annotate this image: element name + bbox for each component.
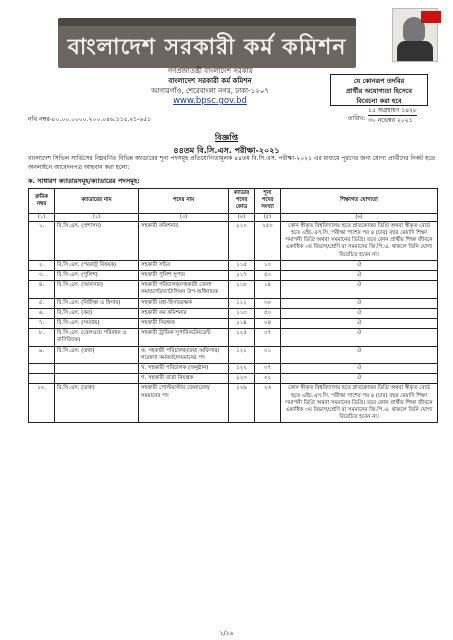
colnum: (১) [29, 213, 55, 221]
page-number: ১/১৬ [219, 630, 234, 637]
serial-cell: ৯. [29, 346, 55, 363]
serial-cell: ৮. [29, 329, 55, 346]
banner [58, 18, 356, 68]
code-cell: ১২২ [229, 364, 255, 374]
portrait-image [392, 8, 438, 62]
vacancy-cell: ১৪ [255, 281, 281, 298]
serial-cell: ৩. [29, 271, 55, 281]
header-line1: গণপ্রজাতন্ত্রী বাংলাদেশ সরকার [167, 67, 253, 75]
post-cell: গ. সহকারী বার্তা নিয়ন্ত্রক [139, 374, 229, 384]
cadre-cell: বি.সি.এস. (ডাক) [55, 384, 139, 423]
education-cell: ঐ [281, 319, 438, 329]
colnum: (৪) [229, 213, 255, 221]
post-cell: ক. সহকারী পরিচালক/তথ্য অফিসার/গবেষণা কর্মকর্তা/সমমানের পদ [139, 346, 229, 363]
education-cell: ঐ [281, 308, 438, 318]
code-cell: ১১৫ [229, 260, 255, 270]
notice-line1: যে কোনরূপ তদবির [353, 77, 405, 85]
serial-cell: ১০. [29, 384, 55, 423]
date-english: ৩০ নভেম্বর ২০২১ [368, 117, 413, 124]
header-vacancy: শূন্য পদের সংখ্যা [255, 189, 281, 214]
vacancy-cell: ৫০ [255, 271, 281, 281]
education-cell: ঐ [281, 346, 438, 363]
code-cell: ১১২ [229, 298, 255, 308]
education-cell: কোন স্বীকৃত বিশ্ববিদ্যালয় হতে স্নাতকোত্তর ডিগ্রি অথবা স্বীকৃত বোর্ড হতে এইচ.এস.সি. পরীক্ষা পাশের পর ৪ (চার) বছর মেয়াদি শিক্ষা সমাপনী ডিগ্রি অথবা সমমানের ডিগ্রি। তবে কোন প্রার্থীর শিক্ষা জীবনে একাধিক ৩য় বিভাগ/শ্রেণি বা সমমানের জি.পি.এ. থাকলে তিনি যোগ্য বিবেচিত হবেন না। [281, 384, 438, 423]
table-row [29, 298, 438, 308]
serial-cell: ৭. [29, 319, 55, 329]
memo-number: নথি নম্বর-৮০.০০.০০০০.২০০.০৪৬.১১৫.২১-৬৫১ [28, 116, 152, 123]
post-cell: সহকারী নিবন্ধক [139, 319, 229, 329]
vacancy-cell: ২৩ [255, 384, 281, 423]
colnum: (৫) [255, 213, 281, 221]
cadre-cell [55, 364, 139, 374]
section-heading: ক. সাধারণ ক্যাডারসমূহ/ক্যাডারের পদসমূহ: [28, 177, 140, 185]
header-post: পদের নাম [139, 189, 229, 214]
serial-cell: ৪. [29, 281, 55, 298]
code-cell: ১২৬ [229, 384, 255, 423]
page-subtitle: ৪৪তম বি.সি.এস. পরীক্ষা-২০২১ [173, 146, 280, 155]
education-cell: কোন স্বীকৃত বিশ্ববিদ্যালয় হতে স্নাতকোত্তর ডিগ্রি অথবা স্বীকৃত বোর্ড হতে এইচ.এস.সি. পরীক্ষা পাশের পর ৪ (চার) বছর মেয়াদি শিক্ষা সমাপনী ডিগ্রি অথবা সমমানের ডিগ্রি। তবে কোন প্রার্থীর শিক্ষা জীবনে একাধিক ৩য় বিভাগ/শ্রেণি বা সমমানের জি.পি.এ. থাকলে তিনি যোগ্য বিবেচিত হবেন না। [281, 221, 438, 260]
table-row [29, 329, 438, 346]
post-cell: সহকারী পরিচালক/সহকারী জেলা কমান্ড্যান্ট/ব্যাটালিয়ন উপ-অধিনায়ক [139, 281, 229, 298]
code-cell: ১২৩ [229, 374, 255, 384]
table-row [29, 260, 438, 270]
education-cell: ঐ [281, 260, 438, 270]
vacancy-cell: ১০ [255, 260, 281, 270]
header-line2: বাংলাদেশ সরকারী কর্ম কমিশন [168, 77, 252, 85]
banner-text: বাংলাদেশ সরকারী কর্ম কমিশন [67, 34, 347, 60]
code-cell: ১১৭ [229, 271, 255, 281]
cadre-table [28, 188, 438, 423]
header-line3: আগারগাঁও, শেরেবাংলা নগর, ঢাকা-১২০৭ [151, 87, 269, 95]
serial-cell: ২. [29, 260, 55, 270]
colnum: (২) [55, 213, 139, 221]
code-cell: ১২১ [229, 346, 255, 363]
website-link[interactable]: www.bpsc.gov.bd [173, 96, 247, 106]
post-cell: সহকারী পোস্টমাস্টার জেনারেল/সমমানের পদ [139, 384, 229, 423]
cadre-cell: বি.সি.এস. (তথ্য) [55, 346, 139, 363]
table-row [29, 271, 438, 281]
serial-cell: ৫. [29, 298, 55, 308]
cadre-cell: বি.সি.এস. (পররাষ্ট্র বিষয়ক) [55, 260, 139, 270]
serial-cell [29, 374, 55, 384]
notice-box [330, 74, 428, 106]
cadre-cell: বি.সি.এস. (কর) [55, 308, 139, 318]
post-cell: সহকারী ট্রাফিক সুপারিনটেনডেন্ট [139, 329, 229, 346]
date-label: তারিখ: [348, 115, 366, 122]
vacancy-cell: ০৪ [255, 319, 281, 329]
header [100, 66, 320, 106]
education-cell: ঐ [281, 271, 438, 281]
cadre-cell: বি.সি.এস. (আনসার) [55, 281, 139, 298]
cadre-cell: বি.সি.এস. (সমবায়) [55, 319, 139, 329]
date-bangla: ১৫ অগ্রহায়ণ ১৪২৮ [368, 107, 417, 114]
table-row [29, 221, 438, 260]
header-code: ক্যাডার পদের কোড [229, 189, 255, 214]
education-cell: ঐ [281, 298, 438, 308]
education-cell: ঐ [281, 329, 438, 346]
education-cell: ঐ [281, 281, 438, 298]
vacancy-cell: ০৭ [255, 364, 281, 374]
vacancy-cell: ৫০ [255, 308, 281, 318]
column-number-row [29, 213, 438, 221]
colnum: (৬) [281, 213, 438, 221]
colnum: (৩) [139, 213, 229, 221]
notice-line3: বিবেচনা করা হবে [356, 97, 402, 105]
education-cell: ঐ [281, 364, 438, 374]
cadre-cell: বি.সি.এস. (প্রশাসন) [55, 221, 139, 260]
table-row [29, 364, 438, 374]
code-cell: ১১০ [229, 221, 255, 260]
serial-cell: ৬. [29, 308, 55, 318]
intro-paragraph: বাংলাদেশ সিভিল সার্ভিসের নিম্নবর্ণিত বিভিন্ন ক্যাডারের শূন্য পদসমূহ প্রতিযোগিতামূলক ৪৪তম বি.সি.এস. পরীক্ষা-২০২১ এর মাধ্যমে পূরণের জন্য যোগ্য প্রার্থীদের নিকট হতে অনলাইনে আবেদনপত্র আহবান করা হলো: [28, 155, 436, 171]
education-cell: ঐ [281, 374, 438, 384]
table-row [29, 374, 438, 384]
notice-line2: প্রার্থীর অযোগ্যতা হিসেবে [345, 87, 413, 95]
post-cell: খ. সহকারী পরিচালক (অনুষ্ঠান) [139, 364, 229, 374]
post-cell: সহকারী সচিব [139, 260, 229, 270]
table-row [29, 308, 438, 318]
vacancy-cell: ০১ [255, 346, 281, 363]
vacancy-cell: ০৭ [255, 329, 281, 346]
header-cadre: ক্যাডারের নাম [55, 189, 139, 214]
header-sl: ক্রমিক নম্বর [29, 189, 55, 214]
serial-cell [29, 364, 55, 374]
date-block [368, 106, 417, 125]
table-row [29, 319, 438, 329]
code-cell: ১১৪ [229, 319, 255, 329]
vacancy-cell: ৩০ [255, 298, 281, 308]
code-cell: ১১৮ [229, 281, 255, 298]
table-header-row [29, 189, 438, 214]
portrait-body [397, 41, 433, 61]
post-cell: সহকারী মহা-হিসাবরক্ষক [139, 298, 229, 308]
table-row [29, 384, 438, 423]
page-title: বিজ্ঞপ্তি [214, 133, 239, 142]
vacancy-cell: ০২ [255, 374, 281, 384]
cadre-cell: বি.সি.এস. (রেলওয়ে পরিবহন ও বাণিজ্যিক) [55, 329, 139, 346]
code-cell: ১২৫ [229, 329, 255, 346]
post-cell: সহকারী কমিশনার [139, 221, 229, 260]
table-row [29, 281, 438, 298]
header-education: শিক্ষাগত যোগ্যতা [281, 189, 438, 214]
cadre-cell: বি.সি.এস. (পুলিশ) [55, 271, 139, 281]
post-cell: সহকারী কর কমিশনার [139, 308, 229, 318]
serial-cell: ১. [29, 221, 55, 260]
banner-stripe [58, 18, 356, 26]
cadre-cell: বি.সি.এস. (নিরীক্ষা ও হিসাব) [55, 298, 139, 308]
logo-badge [421, 11, 441, 23]
cadre-cell [55, 374, 139, 384]
table-row [29, 346, 438, 363]
code-cell: ১১৩ [229, 308, 255, 318]
vacancy-cell: ২৫০ [255, 221, 281, 260]
post-cell: সহকারী পুলিশ সুপার [139, 271, 229, 281]
